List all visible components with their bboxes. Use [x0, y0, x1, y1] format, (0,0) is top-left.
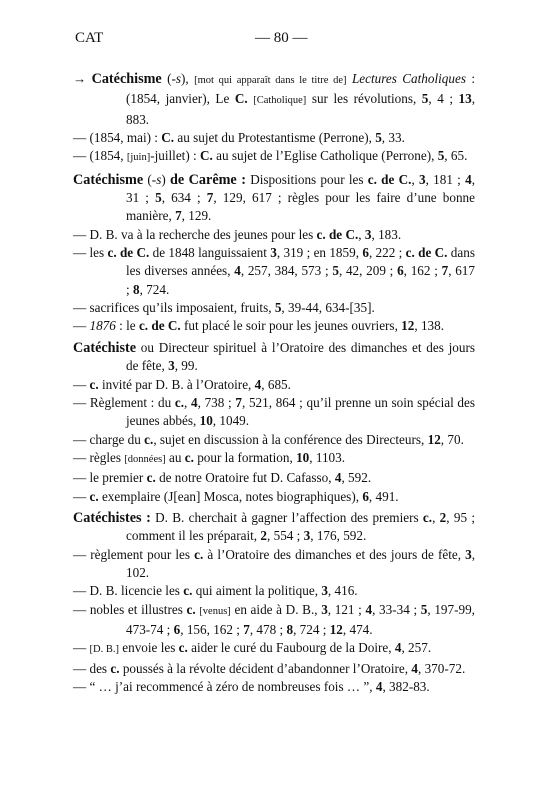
index-subentry: — Règlement : du c., 4, 738 ; 7, 521, 864 ; qu’il prenne un soin spécial des jeunes abbés, 10, 1049. [73, 394, 476, 429]
index-subentry: — c. invité par D. B. à l’Oratoire, 4, 685. [73, 376, 291, 392]
page [73, 30, 475, 696]
index-subentry: — règles [données] au c. pour la formation, 10, 1103. [73, 449, 346, 465]
index-subentry: — 1876 : le c. de C. fut placé le soir pour les jeunes ouvriers, 12, 138. [73, 318, 445, 334]
index-headword-entry: Catéchisme (-s) de Carême : Dispositions pour les c. de C., 3, 181 ; 4, 31 ; 5, 634 ; 7, 129, 617 ; règles pour les faire d’une bonne manière, 7, 129. [73, 171, 475, 224]
page-number: — 80 — [255, 30, 308, 46]
index-subentry: — [D. B.] envoie les c. aider le curé du Faubourg de la Doire, 4, 257. [73, 640, 432, 656]
running-head-section: CAT [75, 30, 104, 46]
index-headword-entry: Catéchistes : D. B. cherchait à gagner l’affection des premiers c., 2, 95 ; comment il les préparait, 2, 554 ; 3, 176, 592. [73, 509, 476, 544]
running-head [73, 30, 475, 52]
index-subentry: — (1854, mai) : C. au sujet du Protestantisme (Perrone), 5, 33. [73, 130, 405, 146]
index-subentry: — charge du c., sujet en discussion à la conférence des Directeurs, 12, 70. [73, 431, 464, 447]
index-subentry: — (1854, [juin]-juillet) : C. au sujet de l’Eglise Catholique (Perrone), 5, 65. [73, 148, 468, 164]
index-subentry: — règlement pour les c. à l’Oratoire des dimanches et des jours de fête, 3, 102. [73, 546, 475, 580]
index-headword-entry: → Catéchisme (-s), [mot qui apparaît dans le titre de] Lectures Catholiques : (1854, janvier), Le C. [Catholique] sur les révolutions, 5, 4 ; 13, 883. [73, 71, 476, 127]
index-subentry: — nobles et illustres c. [venus] en aide à D. B., 3, 121 ; 4, 33-34 ; 5, 197-99, 473-74 ; 6, 156, 162 ; 7, 478 ; 8, 724 ; 12, 474. [73, 601, 475, 637]
index-subentry: — sacrifices qu’ils imposaient, fruits, 5, 39-44, 634-[35]. [73, 300, 375, 316]
index-subentry: — des c. poussés à la révolte décident d’abandonner l’Oratoire, 4, 370-72. [73, 660, 466, 676]
index-entries [73, 70, 475, 696]
index-subentry: — c. exemplaire (J[ean] Mosca, notes biographiques), 6, 491. [73, 488, 399, 504]
index-headword-entry: Catéchiste ou Directeur spirituel à l’Oratoire des dimanches et des jours de fête, 3, 99. [73, 339, 475, 374]
index-subentry: — D. B. licencie les c. qui aiment la politique, 3, 416. [73, 583, 358, 599]
index-subentry: — “ … j’ai recommencé à zéro de nombreuses fois … ”, 4, 382-83. [73, 679, 430, 694]
index-subentry: — D. B. va à la recherche des jeunes pour les c. de C., 3, 183. [73, 226, 402, 242]
index-subentry: — le premier c. de notre Oratoire fut D. Cafasso, 4, 592. [73, 470, 372, 486]
index-subentry: — les c. de C. de 1848 languissaient 3, 319 ; en 1859, 6, 222 ; c. de C. dans les diverses années, 4, 257, 384, 573 ; 5, 42, 209 ; 6, 162 ; 7, 617 ; 8, 724. [73, 245, 475, 297]
